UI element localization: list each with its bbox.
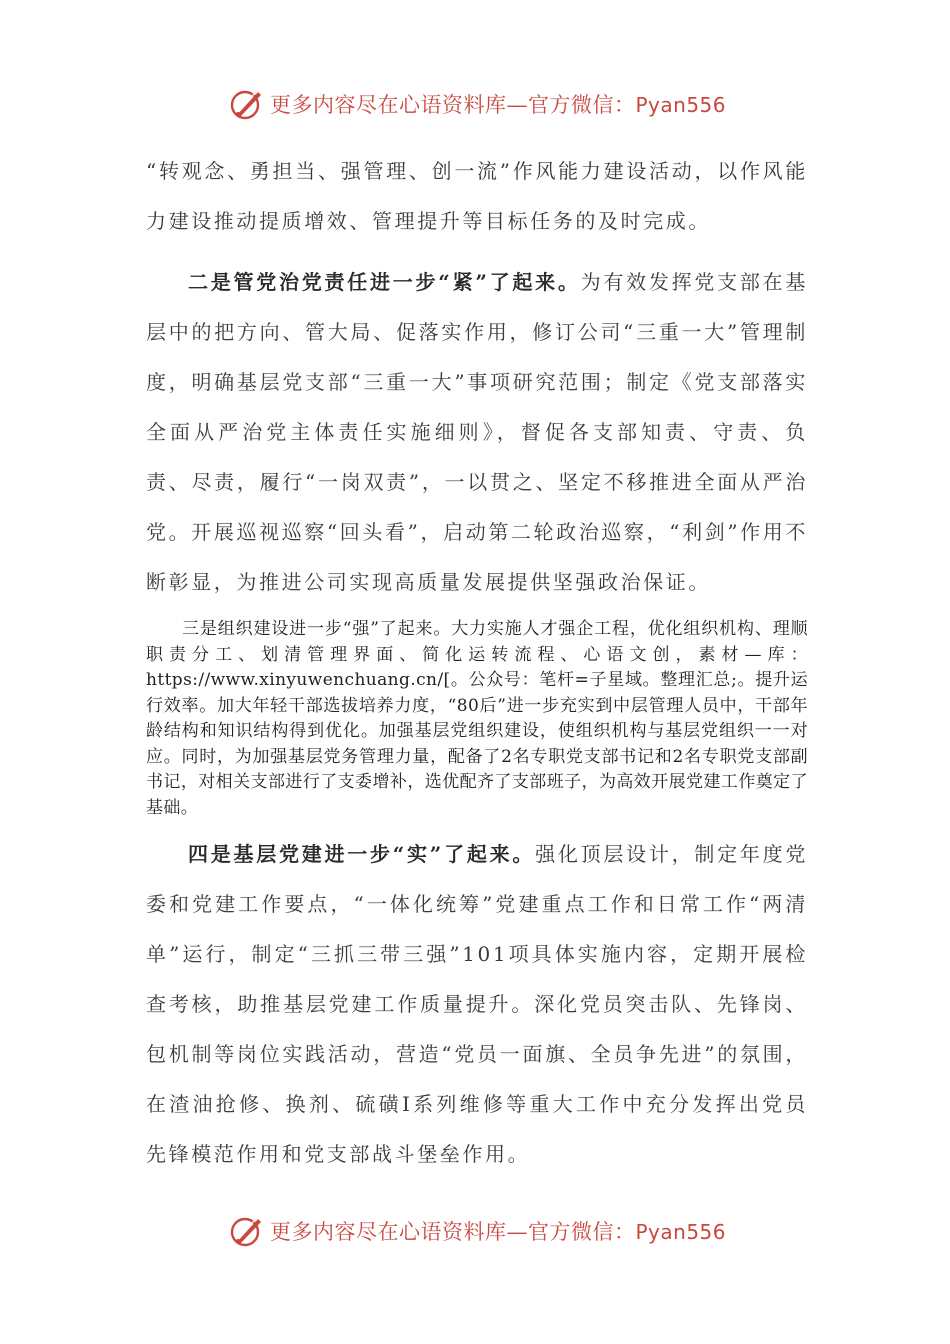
paragraph-3: 三是组织建设进一步“强”了起来。大力实施人才强企工程，优化组织机构、理顺职责分工、划清管理界面、简化运转流程、心语文创，素材—库：https://www.xinyuwenchuang.cn/[。公众号：笔杆=子星域。整理汇总;。提升运行效率。加大年轻干部选拔培养力度，“80后”进一步充实到中层管理人员中，干部年龄结构和知识结构得到优化。加强基层党组织建设，使组织机构与基层党组织一一对应。同时，为加强基层党务管理力量，配备了2名专职党支部书记和2名专职党支部副书记，对相关支部进行了支委增补，选优配齐了支部班子，为高效开展党建工作奠定了基础。 xyxy=(146,619,808,818)
paragraph-4-body: 强化顶层设计，制定年度党委和党建工作要点，“一体化统筹”党建重点工作和日常工作“两清单”运行，制定“三抓三带三强”101项具体实施内容，定期开展检查考核，助推基层党建工作质量提升。深化党员突击队、先锋岗、包机制等岗位实践活动，营造“党员一面旗、全员争先进”的氛围，在渣油抢修、换剂、硫磺Ⅰ系列维修等重大工作中充分发挥出党员先锋模范作用和党支部战斗堡垒作用。 xyxy=(146,842,808,1166)
footer-banner-text: 更多内容尽在心语资料库—官方微信：Pyan556 xyxy=(270,1220,727,1244)
header-banner-text: 更多内容尽在心语资料库—官方微信：Pyan556 xyxy=(270,93,727,117)
header-banner xyxy=(228,84,748,124)
header-banner-code: Pyan556 xyxy=(635,93,727,117)
footer-banner-code: Pyan556 xyxy=(635,1220,727,1244)
paragraph-2 xyxy=(146,257,808,607)
footer-banner xyxy=(228,1211,748,1251)
quill-pen-logo-icon xyxy=(228,86,264,122)
paragraph-2-body: 为有效发挥党支部在基层中的把方向、管大局、促落实作用，修订公司“三重一大”管理制度，明确基层党支部“三重一大”事项研究范围；制定《党支部落实全面从严治党主体责任实施细则》，督促各支部知责、守责、负责、尽责，履行“一岗双责”，一以贯之、坚定不移推进全面从严治党。开展巡视巡察“回头看”，启动第二轮政治巡察，“利剑”作用不断彰显，为推进公司实现高质量发展提供坚强政治保证。 xyxy=(146,270,809,594)
paragraph-1: “转观念、勇担当、强管理、创一流”作风能力建设活动，以作风能力建设推动提质增效、管理提升等目标任务的及时完成。 xyxy=(146,159,808,233)
quill-pen-logo-icon xyxy=(228,1213,264,1249)
paragraph-2-lead: 二是管党治党责任进一步“紧”了起来。 xyxy=(188,270,581,294)
paragraph-4 xyxy=(146,829,808,1179)
paragraph-4-lead: 四是基层党建进一步“实”了起来。 xyxy=(188,842,536,866)
